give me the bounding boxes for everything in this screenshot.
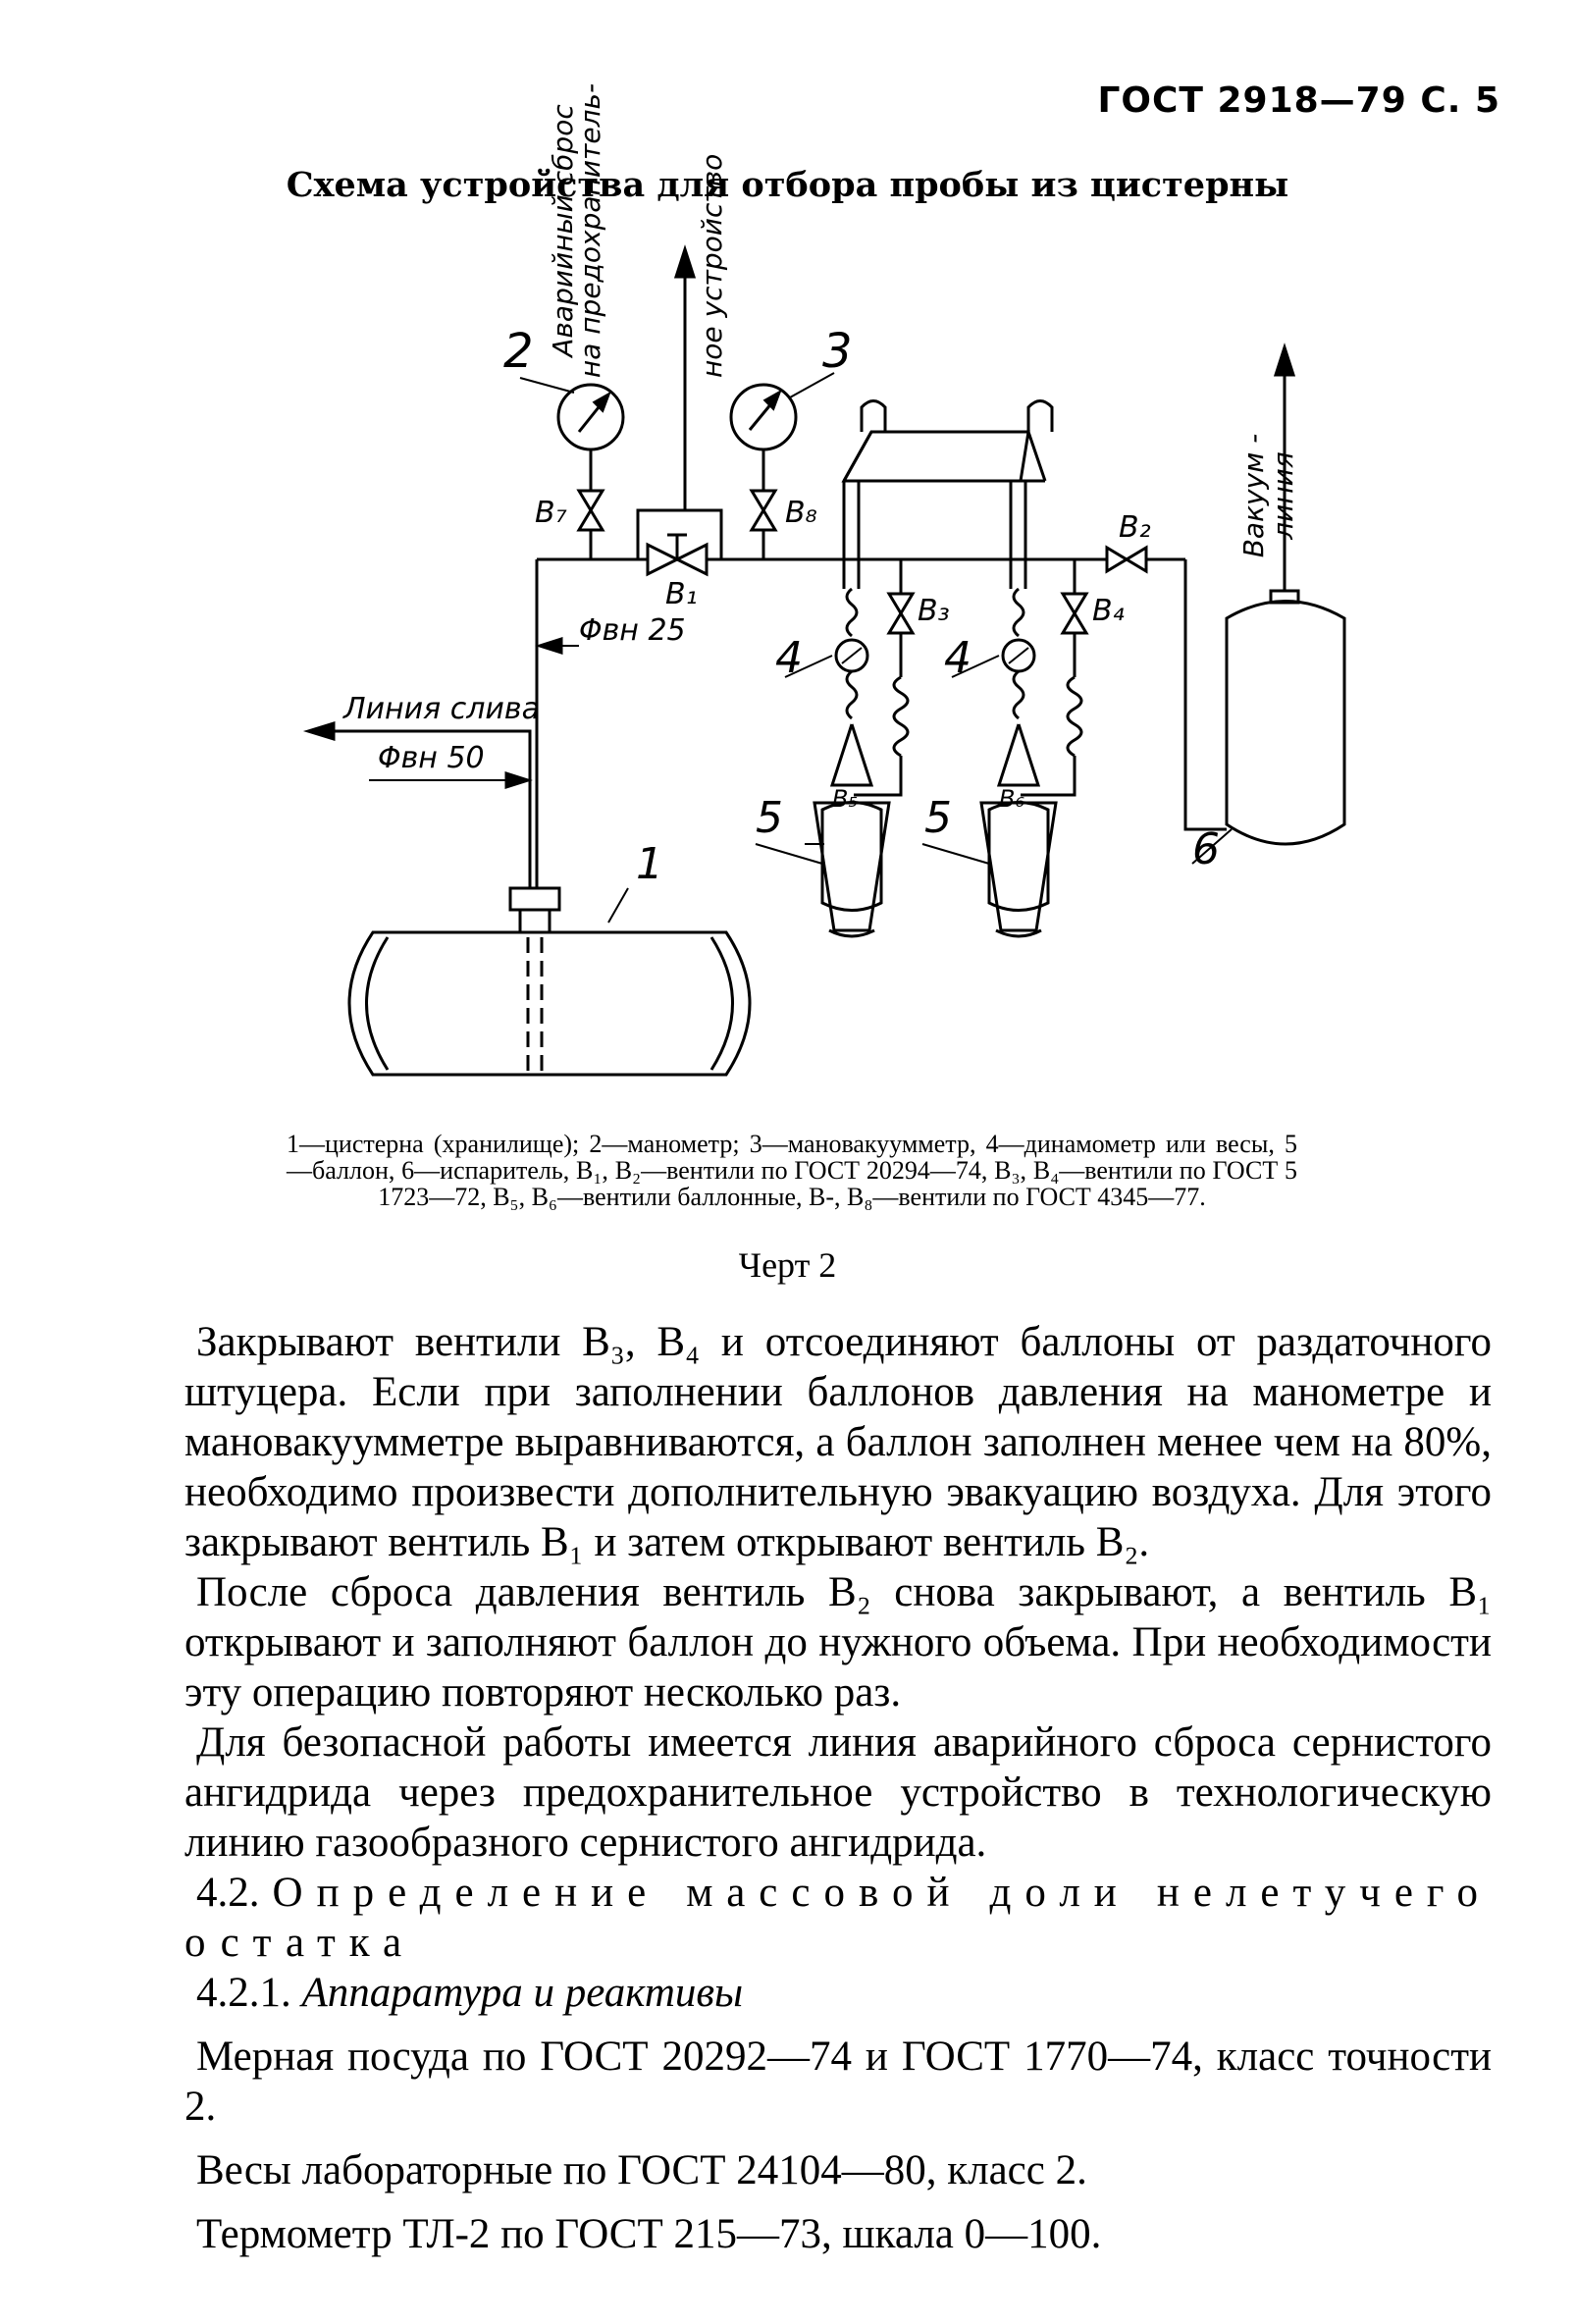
manometer-2 [520, 378, 623, 559]
label-d50: Φвн 50 [378, 741, 485, 775]
figure-title: Схема устройства для отбора пробы из цистерны [286, 165, 1289, 205]
figure-caption: Черт 2 [738, 1245, 837, 1285]
cylinder-group-left [756, 559, 913, 936]
label-6: 6 [1192, 824, 1220, 874]
label-v1: В₁ [665, 577, 698, 611]
label-emergency-discharge: Аварийный сброс на предохранитель- [547, 82, 606, 379]
subsection-number: 4.2.1. [196, 1970, 291, 2016]
paragraph-6: Термометр ТЛ-2 по ГОСТ 215—73, шкала 0—100. [196, 2211, 1102, 2257]
section-number: 4.2. [196, 1870, 260, 1916]
label-v8: В₈ [785, 496, 817, 530]
label-v4: В₄ [1092, 594, 1125, 628]
label-4a: 4 [775, 633, 803, 683]
paragraph-4: Мерная посуда по ГОСТ 20292—74 и ГОСТ 1770—74, класс точности 2. [184, 2034, 1492, 2130]
label-3: 3 [822, 324, 853, 379]
sampling-device-diagram [0, 0, 1575, 1129]
paragraph-2: После сброса давления вентиль В₂ снова закрывают, а вентиль В₁ открывают и заполняют баллон до нужного объема. При необходимости эту операцию повторяют несколько раз. [184, 1569, 1492, 1716]
figure-legend: 1—цистерна (хранилище); 2—манометр; 3—мановакуумметр, 4—динамометр или весы, 5—баллон, 6—испаритель, В₁, В₂—вентили по ГОСТ 20294—74, В₃, В₄—вентили по ГОСТ 5 1723—72, В₅, В₆—вентили баллонные, В-, В₈—вентили по ГОСТ 4345—77. [287, 1130, 1297, 1211]
manovacuummeter-3 [731, 373, 834, 559]
label-emergency-discharge-cont: ное устройство [696, 153, 728, 378]
paragraph-3: Для безопасной работы имеется линия аварийного сброса сернистого ангидрида через предохранительное устройство в технологическую линию газообразного сернистого ангидрида. [184, 1719, 1492, 1866]
paragraph-1: Закрывают вентили В₃, В₄ и отсоединяют баллоны от раздаточного штуцера. Если при заполнении баллонов давления на манометре и мановакуумметре выравниваются, а баллон заполнен менее чем на 80%, необходимо произвести дополнительную эвакуацию воздуха. Для этого закрывают вентиль В₁ и затем открывают вентиль В₂. [184, 1319, 1492, 1565]
label-vacuum-line: Вакуум - линия [1237, 433, 1299, 558]
label-v6: В₆ [999, 785, 1025, 813]
label-1: 1 [636, 839, 663, 889]
label-drain-line: Линия слива [343, 692, 540, 726]
label-d25: Φвн 25 [579, 613, 686, 648]
section-heading [184, 1868, 1492, 1968]
label-v5: В₅ [832, 785, 859, 813]
evaporator-6 [1107, 347, 1344, 864]
page-header: ГОСТ 2918—79 С. 5 [1097, 80, 1500, 121]
label-v2: В₂ [1119, 510, 1151, 545]
label-v3: В₃ [918, 594, 950, 628]
subsection-title: Аппаратура и реактивы [301, 1970, 744, 2016]
label-2: 2 [503, 324, 534, 379]
label-5b: 5 [924, 793, 952, 843]
label-5a: 5 [756, 793, 783, 843]
section-title: Определение массовой доли нелетучего остатка [184, 1870, 1492, 1966]
tank [349, 888, 750, 1075]
subsection-heading [184, 1968, 1492, 2018]
body-text [184, 1317, 1492, 2259]
label-v7: В₇ [535, 496, 567, 530]
paragraph-5: Весы лабораторные по ГОСТ 24104—80, класс 2. [196, 2147, 1087, 2193]
label-4b: 4 [944, 633, 971, 683]
